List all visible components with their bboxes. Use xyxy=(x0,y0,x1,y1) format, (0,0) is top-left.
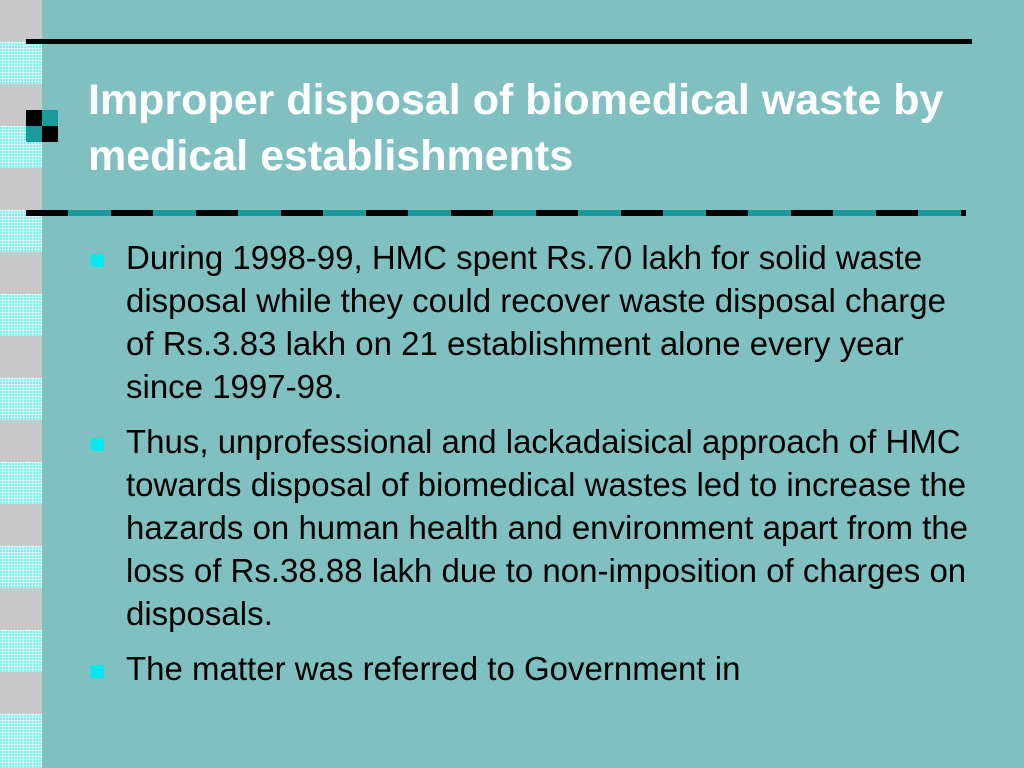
strip-band xyxy=(0,672,42,714)
strip-band xyxy=(0,420,42,462)
bullet-list xyxy=(88,236,968,702)
bullet-square-icon xyxy=(91,438,104,451)
list-item xyxy=(88,236,968,408)
strip-band xyxy=(0,714,42,768)
list-item xyxy=(88,420,968,635)
strip-band xyxy=(0,252,42,294)
strip-band xyxy=(0,168,42,210)
bullet-text: During 1998-99, HMC spent Rs.70 lakh for solid waste disposal while they could recover waste disposal charge of Rs.3.83 lakh on 21 establishment alone every year since 1997-98. xyxy=(126,239,946,405)
title-square-icon xyxy=(26,110,58,142)
slide-title: Improper disposal of biomedical waste by medical establishments xyxy=(88,76,944,180)
strip-band xyxy=(0,630,42,672)
strip-band xyxy=(0,336,42,378)
strip-band xyxy=(0,462,42,504)
bullet-text: The matter was referred to Government in xyxy=(126,650,741,687)
strip-band xyxy=(0,42,42,84)
strip-band xyxy=(0,294,42,336)
list-item xyxy=(88,647,968,690)
strip-band xyxy=(0,378,42,420)
bullet-square-icon xyxy=(91,254,104,267)
strip-band xyxy=(0,210,42,252)
strip-band xyxy=(0,546,42,588)
bullet-text: Thus, unprofessional and lackadaisical approach of HMC towards disposal of biomedical wastes led to increase the hazards on human health and environment apart from the loss of Rs.38.88 lakh due to non-imposition of charges on disposals. xyxy=(126,423,969,632)
top-rule xyxy=(26,39,972,44)
bullet-square-icon xyxy=(91,665,104,678)
strip-band xyxy=(0,504,42,546)
dashed-divider xyxy=(26,210,966,216)
strip-band xyxy=(0,0,42,42)
strip-band xyxy=(0,588,42,630)
